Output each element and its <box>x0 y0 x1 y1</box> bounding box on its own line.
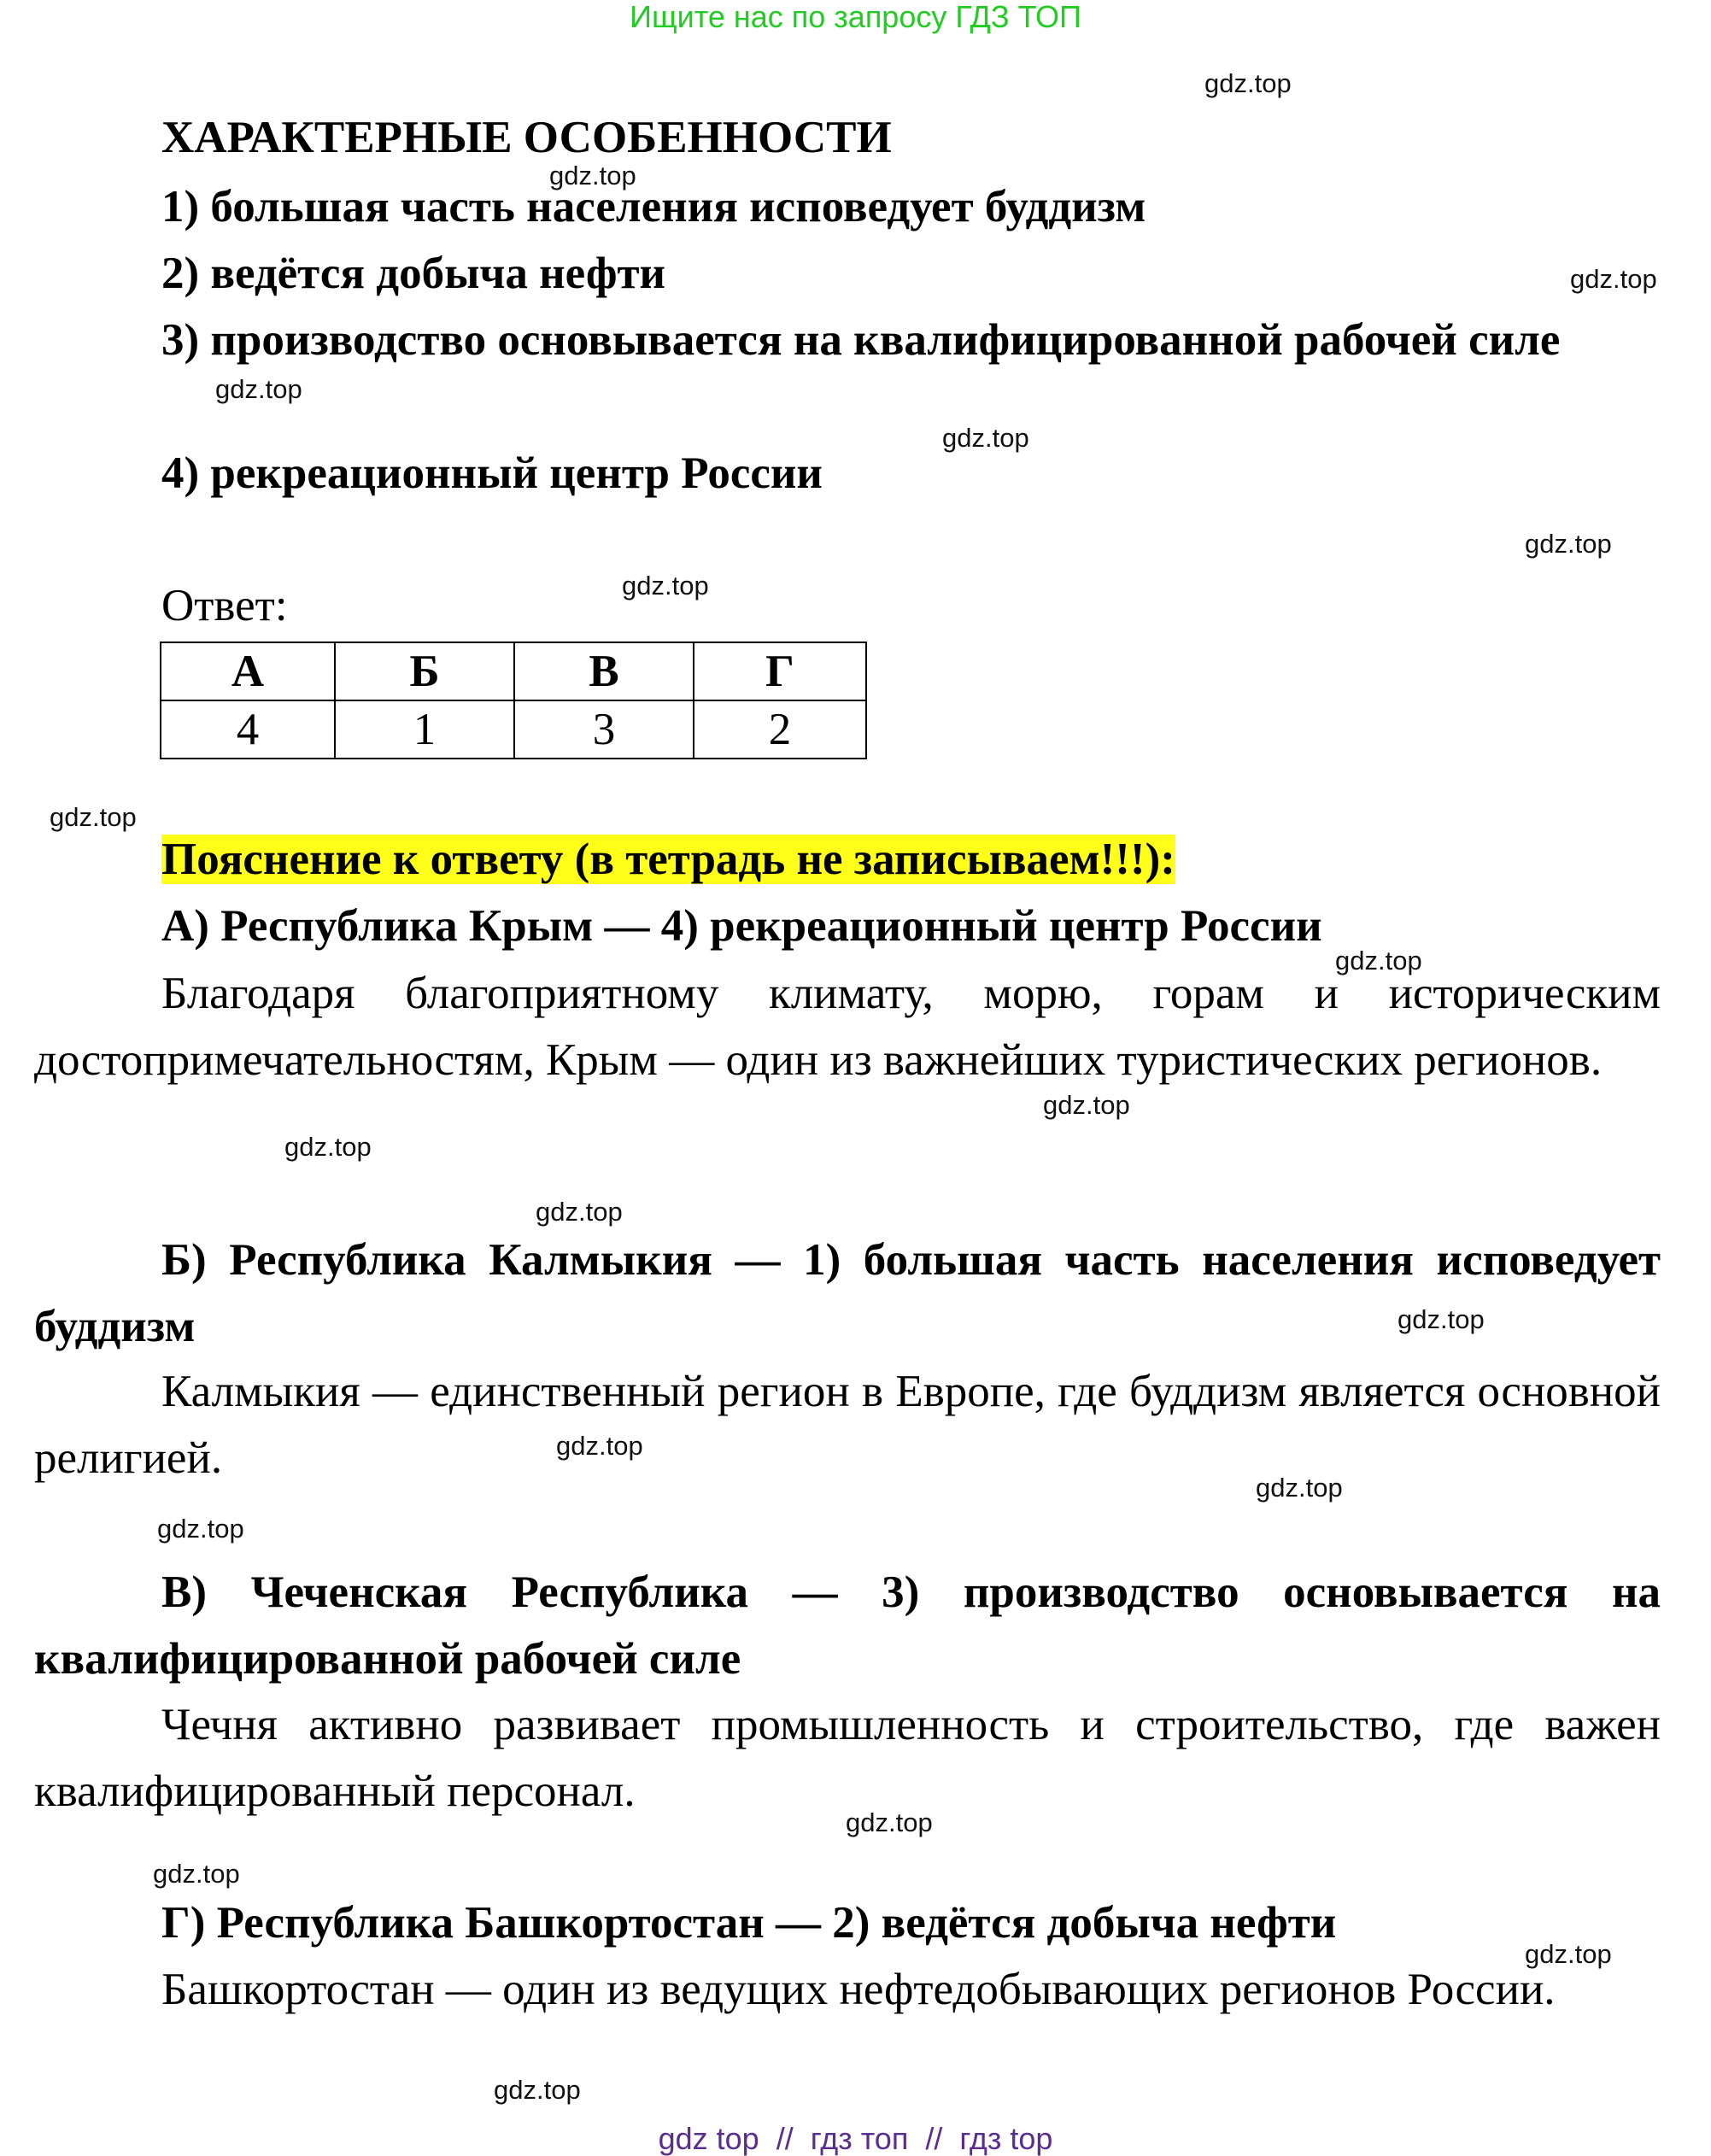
watermark: gdz.top <box>50 802 137 832</box>
explanation-heading: Пояснение к ответу (в тетрадь не записываем!!!): <box>161 835 1175 884</box>
explanation-g-title: Г) Республика Башкортостан — 2) ведётся добыча нефти <box>161 1898 1337 1948</box>
watermark: gdz.top <box>157 1514 244 1544</box>
watermark: gdz.top <box>622 571 709 601</box>
feature-3: 3) производство основывается на квалифицированной рабочей силе <box>161 315 1561 365</box>
table-cell: 2 <box>694 700 866 759</box>
table-cell: 3 <box>514 700 694 759</box>
page-title: ХАРАКТЕРНЫЕ ОСОБЕННОСТИ <box>161 113 892 162</box>
feature-1: 1) большая часть населения исповедует буддизм <box>161 182 1146 231</box>
table-header: Г <box>694 642 866 700</box>
watermark: gdz.top <box>1525 1939 1612 1969</box>
table-header: В <box>514 642 694 700</box>
explanation-v-text: Чечня активно развивает промышленность и строительство, где важен квалифицированный персонал. <box>34 1700 1661 1816</box>
explanation-heading-row <box>34 826 1661 893</box>
watermark: gdz.top <box>1256 1473 1343 1503</box>
feature-2: 2) ведётся добыча нефти <box>161 249 666 298</box>
answer-table <box>160 642 867 759</box>
watermark: gdz.top <box>1398 1304 1485 1334</box>
watermark: gdz.top <box>942 423 1029 453</box>
watermark: gdz.top <box>1570 264 1657 294</box>
watermark: gdz.top <box>153 1859 240 1889</box>
footer-links[interactable]: gdz top // гдз топ // гдз top <box>658 2121 1053 2156</box>
table-header: Б <box>335 642 514 700</box>
watermark: gdz.top <box>846 1807 933 1837</box>
watermark: gdz.top <box>1525 529 1612 559</box>
watermark: gdz.top <box>1204 68 1292 98</box>
watermark: gdz.top <box>284 1132 372 1162</box>
watermark: gdz.top <box>1043 1090 1130 1120</box>
explanation-a-title: А) Республика Крым — 4) рекреационный центр России <box>161 901 1322 951</box>
watermark: gdz.top <box>549 161 636 190</box>
watermark: gdz.top <box>215 374 302 404</box>
answer-label: Ответ: <box>161 581 288 630</box>
explanation-v-title: В) Чеченская Республика — 3) производство основывается на квалифицированной рабочей силе <box>34 1567 1661 1684</box>
explanation-b-text: Калмыкия — единственный регион в Европе, где буддизм является основной религией. <box>34 1367 1661 1483</box>
watermark: gdz.top <box>556 1431 643 1461</box>
table-cell: 1 <box>335 700 514 759</box>
feature-4: 4) рекреационный центр России <box>161 448 823 498</box>
table-header-row <box>161 642 866 700</box>
search-banner: Ищите нас по запросу ГДЗ ТОП <box>630 0 1081 34</box>
explanation-a-text: Благодаря благоприятному климату, морю, горам и историческим достопримечательностям, Крым — один из важнейших туристических регионов. <box>34 969 1661 1085</box>
table-cell: 4 <box>161 700 335 759</box>
watermark: gdz.top <box>536 1197 623 1227</box>
explanation-g-text: Башкортостан — один из ведущих нефтедобывающих регионов России. <box>161 1965 1556 2014</box>
watermark: gdz.top <box>1335 946 1422 975</box>
watermark: gdz.top <box>494 2075 581 2105</box>
table-row <box>161 700 866 759</box>
table-header: А <box>161 642 335 700</box>
explanation-b-title: Б) Республика Калмыкия — 1) большая часть населения исповедует буддизм <box>34 1235 1661 1351</box>
